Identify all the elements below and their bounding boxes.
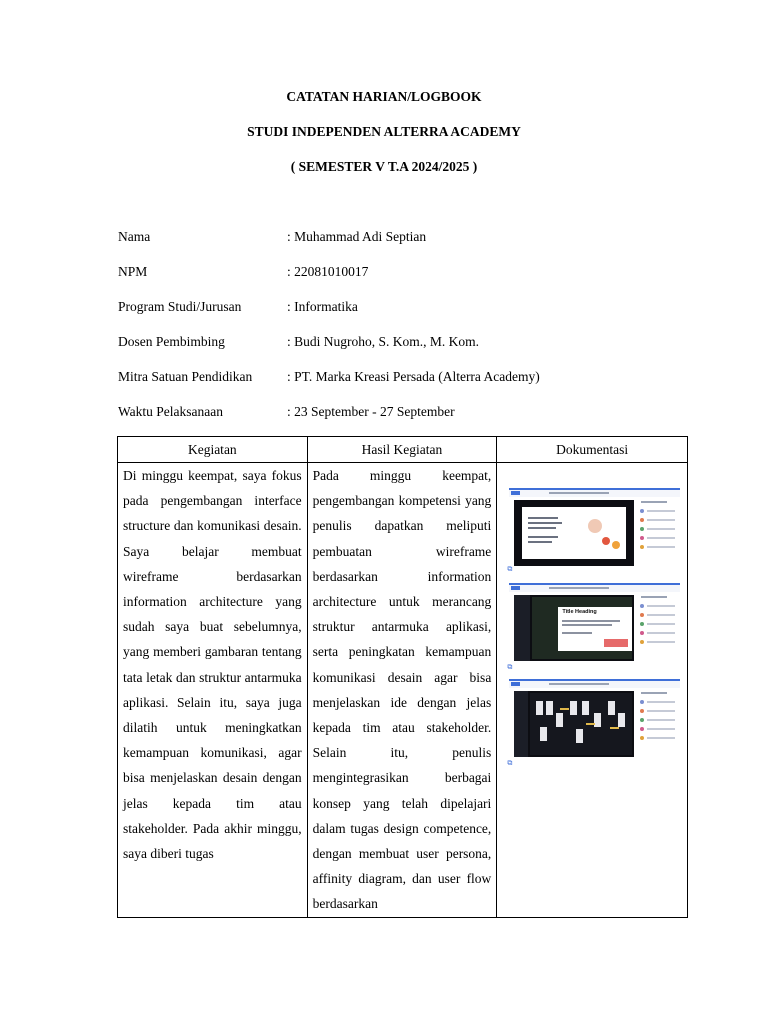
info-label-waktu: Waktu Pelaksanaan: [118, 404, 224, 419]
meeting-title-bar: [549, 683, 609, 685]
participants-panel: [637, 595, 678, 661]
header-kegiatan: Kegiatan: [118, 437, 308, 463]
info-label-program-studi: Program Studi/Jurusan: [118, 299, 242, 314]
shared-screen-area: [514, 691, 634, 757]
info-label-npm: NPM: [118, 264, 148, 279]
table-header-row: [118, 437, 688, 463]
shared-screen-area: [514, 595, 634, 661]
participants-panel: [637, 500, 678, 566]
title-line-3: ( SEMESTER V T.A 2024/2025 ): [290, 159, 478, 174]
app-logo: [511, 682, 520, 686]
info-value-mitra: : PT. Marka Kreasi Persada (Alterra Academy): [287, 369, 540, 384]
presentation-slide: [522, 507, 626, 559]
title-line-1: CATATAN HARIAN/LOGBOOK: [286, 89, 482, 104]
kegiatan-cell: [118, 463, 308, 918]
info-value-nama: : Muhammad Adi Septian: [287, 229, 427, 244]
hasil-kegiatan-cell: [307, 463, 497, 918]
modal-action-button: [604, 639, 628, 647]
documentation-screenshot-3: [509, 679, 680, 761]
hasil-kegiatan-text: Pada minggu keempat, pengembangan kompetensi yang penulis dapatkan meliputi pembuatan wireframe berdasarkan information architecture untuk merancang struktur antarmuka aplikasi, serta peningkatan kemampuan komunikasi desain agar bisa menjelaskan ide dengan jelas kepada tim atau stakeholder. Selain itu, penulis mengintegrasikan berbagai konsep yang telah dipelajari dalam tugas design competence, dengan membuat user persona, affinity diagram, dan user flow berdasarkan: [312, 468, 492, 912]
shared-screen-area: [514, 500, 634, 566]
info-value-dosen: : Budi Nugroho, S. Kom., M. Kom.: [287, 334, 480, 349]
meeting-title-bar: [549, 587, 609, 589]
modal-title: Title Heading: [562, 609, 597, 615]
participants-panel: [637, 691, 678, 757]
dokumentasi-cell: [497, 463, 688, 918]
info-value-npm: : 22081010017: [287, 264, 369, 279]
logbook-table: [117, 436, 688, 918]
design-canvas: [532, 597, 632, 659]
layers-panel: [514, 595, 530, 661]
share-screen-icon: ⧉: [507, 759, 513, 767]
kegiatan-text: Di minggu keempat, saya fokus pada pengembangan interface structure dan komunikasi desain. Saya belajar membuat wireframe berdasarkan information architecture yang sudah saya buat sebelumnya, yang memberi gambaran tentang tata letak dan struktur antarmuka aplikasi. Selain itu, saya juga dilatih untuk meningkatkan kemampuan komunikasi, agar bisa menjelaskan desain dengan jelas kepada tim atau stakeholder. Pada akhir minggu, saya diberi tugas: [123, 468, 302, 862]
header-dokumentasi: Dokumentasi: [497, 437, 688, 463]
share-screen-icon: ⧉: [507, 565, 513, 573]
screenshot-toolbar: [509, 585, 680, 592]
info-label-mitra: Mitra Satuan Pendidikan: [118, 369, 253, 384]
share-screen-icon: ⧉: [507, 663, 513, 671]
illustration-figure: [588, 519, 602, 533]
design-canvas: [530, 693, 632, 755]
meeting-title-bar: [549, 492, 609, 494]
modal-dialog: [558, 607, 632, 651]
documentation-screenshot-1: [509, 488, 680, 570]
info-value-program-studi: : Informatika: [287, 299, 358, 314]
info-label-nama: Nama: [118, 229, 151, 244]
screenshot-toolbar: [509, 681, 680, 688]
info-label-dosen: Dosen Pembimbing: [118, 334, 225, 349]
screenshot-toolbar: [509, 490, 680, 497]
dokumentasi-images: [497, 463, 687, 917]
table-row: [118, 463, 688, 918]
app-logo: [511, 586, 520, 590]
info-value-waktu: : 23 September - 27 September: [287, 404, 455, 419]
app-logo: [511, 491, 520, 495]
header-hasil-kegiatan: Hasil Kegiatan: [307, 437, 497, 463]
title-line-2: STUDI INDEPENDEN ALTERRA ACADEMY: [247, 124, 521, 139]
layers-panel: [514, 691, 528, 757]
documentation-screenshot-2: [509, 583, 680, 665]
